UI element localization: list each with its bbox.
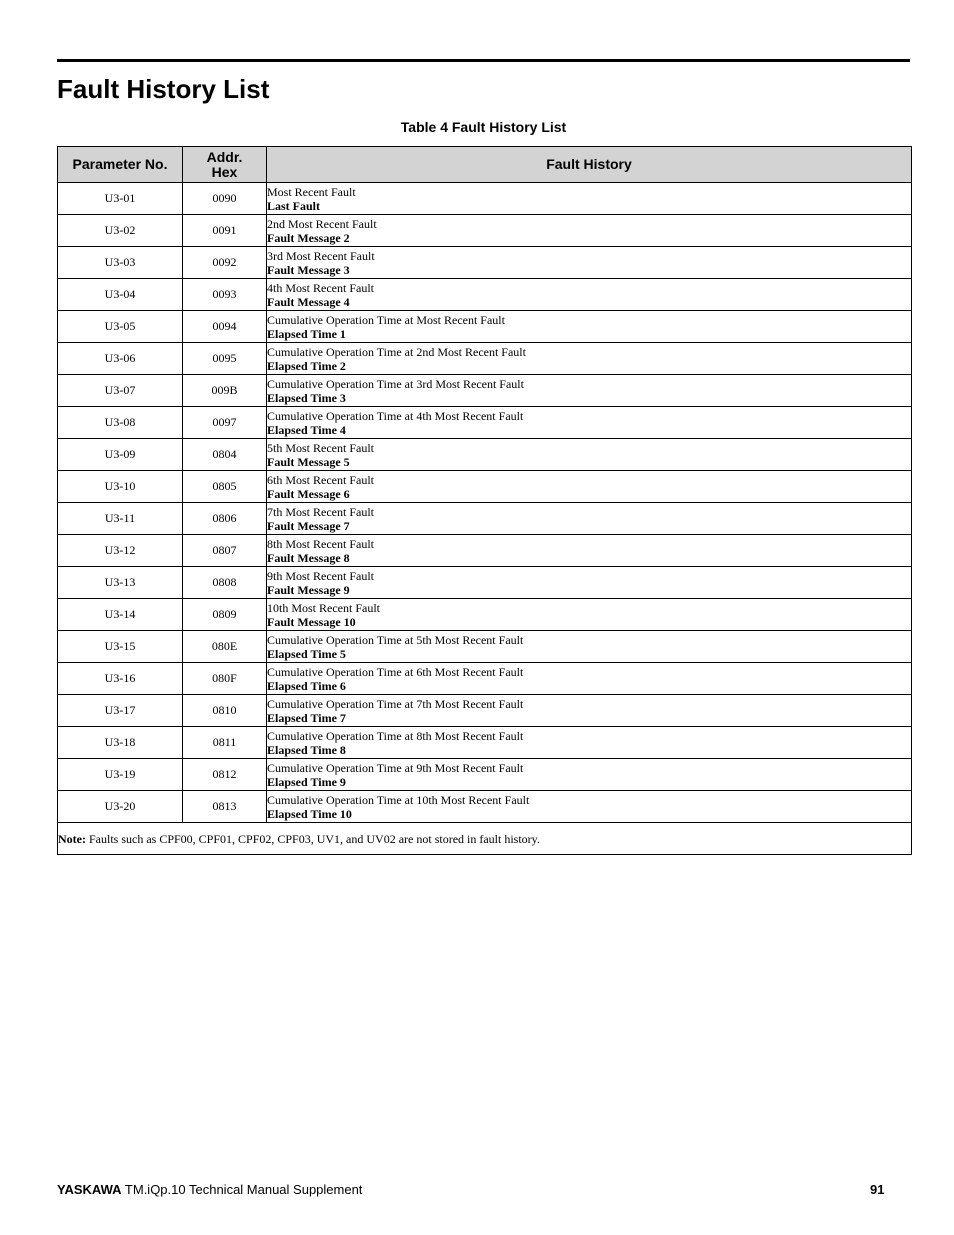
table-row: [58, 439, 912, 471]
fault-parameter-name: Elapsed Time 4: [267, 422, 346, 437]
table-body: [58, 183, 912, 855]
table-row: [58, 215, 912, 247]
fault-description: 8th Most Recent Fault: [267, 536, 374, 551]
fault-description: Cumulative Operation Time at 10th Most Recent Fault: [267, 792, 530, 807]
fault-description: 2nd Most Recent Fault: [267, 216, 377, 231]
fault-parameter-name: Fault Message 2: [267, 230, 350, 245]
table-row: [58, 311, 912, 343]
footer-doc-name: TM.iQp.10 Technical Manual Supplement: [121, 1182, 363, 1197]
page-title: Fault History List: [57, 74, 270, 104]
addr-hex-cell: 0804: [183, 439, 267, 471]
addr-hex-cell: 0809: [183, 599, 267, 631]
parameter-no-cell: U3-06: [58, 343, 183, 375]
fault-history-cell: [267, 631, 912, 663]
addr-hex-cell: 0807: [183, 535, 267, 567]
table-row: [58, 471, 912, 503]
table-row: [58, 759, 912, 791]
addr-hex-cell: 0097: [183, 407, 267, 439]
fault-description: 9th Most Recent Fault: [267, 568, 374, 583]
fault-description: Cumulative Operation Time at 7th Most Recent Fault: [267, 696, 524, 711]
addr-hex-cell: 080E: [183, 631, 267, 663]
table-row: [58, 183, 912, 215]
fault-history-cell: [267, 375, 912, 407]
addr-hex-cell: 0811: [183, 727, 267, 759]
fault-history-cell: [267, 727, 912, 759]
addr-hex-cell: 0091: [183, 215, 267, 247]
parameter-no-cell: U3-05: [58, 311, 183, 343]
fault-parameter-name: Elapsed Time 5: [267, 646, 346, 661]
table-row: [58, 343, 912, 375]
parameter-no-cell: U3-01: [58, 183, 183, 215]
fault-history-cell: [267, 439, 912, 471]
parameter-no-cell: U3-08: [58, 407, 183, 439]
addr-hex-cell: 0813: [183, 791, 267, 823]
fault-description: Most Recent Fault: [267, 184, 356, 199]
fault-parameter-name: Fault Message 8: [267, 550, 350, 565]
table-row: [58, 663, 912, 695]
parameter-no-cell: U3-10: [58, 471, 183, 503]
fault-history-cell: [267, 599, 912, 631]
fault-parameter-name: Elapsed Time 7: [267, 710, 346, 725]
fault-parameter-name: Fault Message 6: [267, 486, 350, 501]
table-row: [58, 407, 912, 439]
fault-description: Cumulative Operation Time at 2nd Most Recent Fault: [267, 344, 526, 359]
parameter-no-cell: U3-13: [58, 567, 183, 599]
addr-hex-cell: 0805: [183, 471, 267, 503]
fault-parameter-name: Elapsed Time 10: [267, 806, 352, 821]
fault-parameter-name: Elapsed Time 6: [267, 678, 346, 693]
parameter-no-cell: U3-11: [58, 503, 183, 535]
fault-history-cell: [267, 663, 912, 695]
table-row: [58, 375, 912, 407]
fault-parameter-name: Elapsed Time 1: [267, 326, 346, 341]
parameter-no-cell: U3-19: [58, 759, 183, 791]
fault-history-cell: [267, 407, 912, 439]
table-header-row: [58, 147, 912, 183]
fault-parameter-name: Fault Message 3: [267, 262, 350, 277]
parameter-no-cell: U3-07: [58, 375, 183, 407]
addr-hex-cell: 009B: [183, 375, 267, 407]
fault-parameter-name: Elapsed Time 2: [267, 358, 346, 373]
fault-description: Cumulative Operation Time at 8th Most Recent Fault: [267, 728, 524, 743]
fault-history-cell: [267, 311, 912, 343]
header-hex-line: Hex: [211, 163, 238, 180]
fault-description: Cumulative Operation Time at 4th Most Recent Fault: [267, 408, 524, 423]
fault-history-cell: [267, 343, 912, 375]
note-cell: [58, 823, 912, 855]
fault-parameter-name: Fault Message 10: [267, 614, 356, 629]
note-row: [58, 823, 912, 855]
addr-hex-cell: 0094: [183, 311, 267, 343]
fault-history-cell: [267, 535, 912, 567]
table-row: [58, 727, 912, 759]
fault-history-cell: [267, 503, 912, 535]
fault-parameter-name: Fault Message 5: [267, 454, 350, 469]
fault-description: Cumulative Operation Time at 3rd Most Recent Fault: [267, 376, 524, 391]
fault-history-cell: [267, 183, 912, 215]
parameter-no-cell: U3-16: [58, 663, 183, 695]
fault-description: Cumulative Operation Time at Most Recent Fault: [267, 312, 505, 327]
parameter-no-cell: U3-17: [58, 695, 183, 727]
fault-history-cell: [267, 215, 912, 247]
header-parameter-no: Parameter No.: [58, 147, 183, 183]
note-text: Faults such as CPF00, CPF01, CPF02, CPF03, UV1, and UV02 are not stored in fault history.: [85, 831, 540, 846]
note-label: Note:: [58, 831, 86, 846]
fault-description: 7th Most Recent Fault: [267, 504, 374, 519]
footer-brand: YASKAWA: [57, 1182, 122, 1197]
fault-parameter-name: Elapsed Time 8: [267, 742, 346, 757]
fault-history-cell: [267, 247, 912, 279]
addr-hex-cell: 0092: [183, 247, 267, 279]
fault-description: 6th Most Recent Fault: [267, 472, 374, 487]
table-row: [58, 279, 912, 311]
table-row: [58, 503, 912, 535]
header-fault-history: Fault History: [267, 147, 912, 183]
header-addr-line: Addr.: [206, 148, 243, 165]
fault-description: Cumulative Operation Time at 6th Most Recent Fault: [267, 664, 524, 679]
parameter-no-cell: U3-15: [58, 631, 183, 663]
addr-hex-cell: 0806: [183, 503, 267, 535]
addr-hex-cell: 0090: [183, 183, 267, 215]
fault-description: 10th Most Recent Fault: [267, 600, 380, 615]
addr-hex-cell: 0808: [183, 567, 267, 599]
parameter-no-cell: U3-03: [58, 247, 183, 279]
fault-description: 4th Most Recent Fault: [267, 280, 374, 295]
parameter-no-cell: U3-20: [58, 791, 183, 823]
parameter-no-cell: U3-09: [58, 439, 183, 471]
parameter-no-cell: U3-18: [58, 727, 183, 759]
table-row: [58, 567, 912, 599]
parameter-no-cell: U3-02: [58, 215, 183, 247]
fault-history-cell: [267, 471, 912, 503]
fault-history-cell: [267, 791, 912, 823]
fault-history-cell: [267, 759, 912, 791]
table-row: [58, 695, 912, 727]
addr-hex-cell: 0812: [183, 759, 267, 791]
addr-hex-cell: 080F: [183, 663, 267, 695]
table-row: [58, 247, 912, 279]
fault-description: Cumulative Operation Time at 5th Most Recent Fault: [267, 632, 524, 647]
table-row: [58, 535, 912, 567]
parameter-no-cell: U3-14: [58, 599, 183, 631]
page-number: 91: [870, 1182, 885, 1197]
fault-description: 5th Most Recent Fault: [267, 440, 374, 455]
addr-hex-cell: 0093: [183, 279, 267, 311]
parameter-no-cell: U3-04: [58, 279, 183, 311]
fault-parameter-name: Last Fault: [267, 198, 321, 213]
footer-document-title: [57, 1182, 362, 1197]
fault-parameter-name: Elapsed Time 3: [267, 390, 346, 405]
fault-description: 3rd Most Recent Fault: [267, 248, 375, 263]
table-caption: Table 4 Fault History List: [400, 119, 567, 135]
fault-description: Cumulative Operation Time at 9th Most Recent Fault: [267, 760, 524, 775]
parameter-no-cell: U3-12: [58, 535, 183, 567]
header-addr-hex: [183, 147, 267, 183]
table-row: [58, 791, 912, 823]
fault-history-cell: [267, 695, 912, 727]
table-row: [58, 599, 912, 631]
fault-parameter-name: Fault Message 7: [267, 518, 350, 533]
fault-parameter-name: Fault Message 9: [267, 582, 350, 597]
fault-history-cell: [267, 567, 912, 599]
top-rule: [57, 59, 910, 62]
fault-parameter-name: Elapsed Time 9: [267, 774, 346, 789]
table-row: [58, 631, 912, 663]
fault-parameter-name: Fault Message 4: [267, 294, 350, 309]
addr-hex-cell: 0095: [183, 343, 267, 375]
addr-hex-cell: 0810: [183, 695, 267, 727]
fault-history-table: [57, 146, 912, 855]
fault-history-cell: [267, 279, 912, 311]
